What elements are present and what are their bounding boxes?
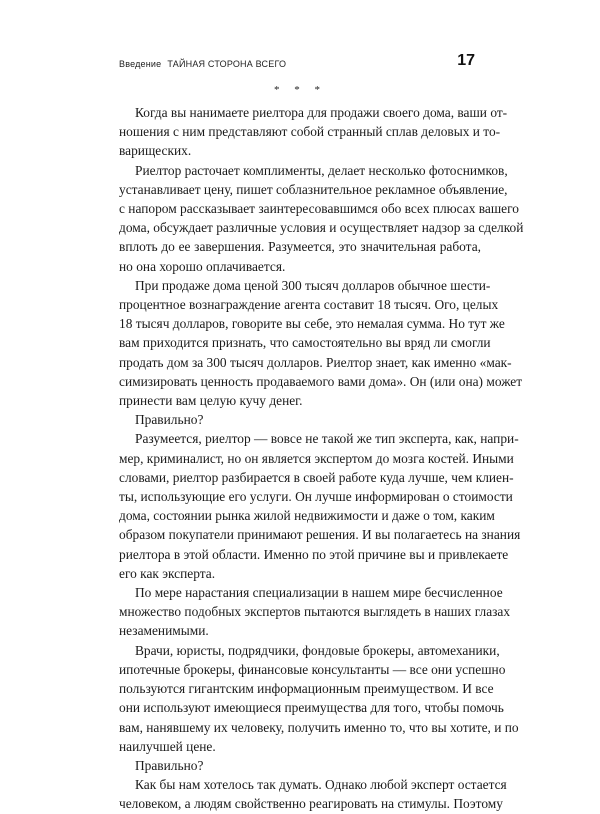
text-line: Разумеется, риелтор — вовсе не такой же тип эксперта, как, напри- [135,431,519,447]
body-text [119,103,524,814]
paragraph [119,410,481,429]
text-line: с напором рассказывает заинтересовавшимся обо всех плюсах вашего [119,201,519,217]
page-number: 17 [457,52,475,69]
text-line: риелтора в этой области. Именно по этой причине вы и привлекаете [119,546,509,562]
paragraph [119,641,519,756]
paragraph [119,775,507,813]
text-line: его как эксперта. [119,565,216,581]
running-head-section: Введение [119,59,162,69]
text-line: ипотечные брокеры, финансовые консультанты — все они успешно [119,661,506,677]
text-line: При продаже дома ценой 300 тысяч долларов обычное шести- [135,277,491,293]
paragraph [119,429,521,583]
text-line: но она хорошо оплачивается. [119,258,286,274]
text-line: образом покупатели принимают решения. И вы полагаетесь на знания [119,527,521,543]
text-line: Риелтор расточает комплименты, делает несколько фотоснимков, [135,162,508,178]
text-line: 18 тысяч долларов, говорите вы себе, это немалая сумма. Но тут же [119,316,505,332]
text-line: дома, обсуждает различные условия и осуществляет надзор за сделкой [119,220,524,236]
text-line: Правильно? [135,757,204,773]
paragraph [119,583,511,641]
text-line: человеком, а людям свойственно реагировать на стимулы. Поэтому [119,796,503,812]
text-line: варищеских. [119,143,192,159]
text-line: устанавливает цену, пишет соблазнительное рекламное объявление, [119,181,508,197]
text-line: продать дом за 300 тысяч долларов. Риелтор знает, как именно «мак- [119,354,512,370]
text-line: ношения с ним представляют собой странный сплав деловых и то- [119,124,501,140]
text-line: Правильно? [135,412,204,428]
text-line: принести вам целую кучу денег. [119,393,303,409]
running-head [119,59,286,69]
text-line: они используют имеющиеся преимущества для того, чтобы помочь [119,700,504,716]
paragraph [119,756,481,775]
text-line: Как бы нам хотелось так думать. Однако любой эксперт остается [135,777,507,793]
running-head-chapter: ТАЙНАЯ СТОРОНА ВСЕГО [167,59,287,69]
section-break-ornament: * * * [274,84,326,96]
text-line: вам, нанявшему их человеку, получить именно то, что вы хотите, и по [119,719,519,735]
text-line: словами, риелтор разбирается в своей работе куда лучше, чем клиен- [119,469,514,485]
text-line: пользуются гигантским информационным преимуществом. И все [119,681,494,697]
paragraph [119,276,523,410]
paragraph [119,161,524,276]
text-line: Когда вы нанимаете риелтора для продажи своего дома, ваши от- [135,105,508,120]
text-line: ты, использующие его услуги. Он лучше информирован о стоимости [119,489,513,505]
text-line: вам приходится признать, что самостоятельно вы вряд ли смогли [119,335,491,351]
text-line: наилучшей цене. [119,738,216,754]
text-line: симизировать ценность продаваемого вами дома». Он (или она) может [119,373,523,389]
text-line: незаменимыми. [119,623,209,639]
text-line: вплоть до ее завершения. Разумеется, это значительная работа, [119,239,481,255]
text-line: Врачи, юристы, подрядчики, фондовые брокеры, автомеханики, [135,642,500,658]
text-line: мер, криминалист, но он является экспертом до мозга костей. Иными [119,450,514,466]
text-line: множество подобных экспертов пытаются выглядеть в наших глазах [119,604,511,620]
paragraph [119,103,508,161]
text-line: дома, состоянии рынка жилой недвижимости и даже о том, каким [119,508,495,524]
text-line: По мере нарастания специализации в нашем мире бесчисленное [135,585,503,601]
text-line: процентное вознаграждение агента составит 18 тысяч. Ого, целых [119,297,499,313]
